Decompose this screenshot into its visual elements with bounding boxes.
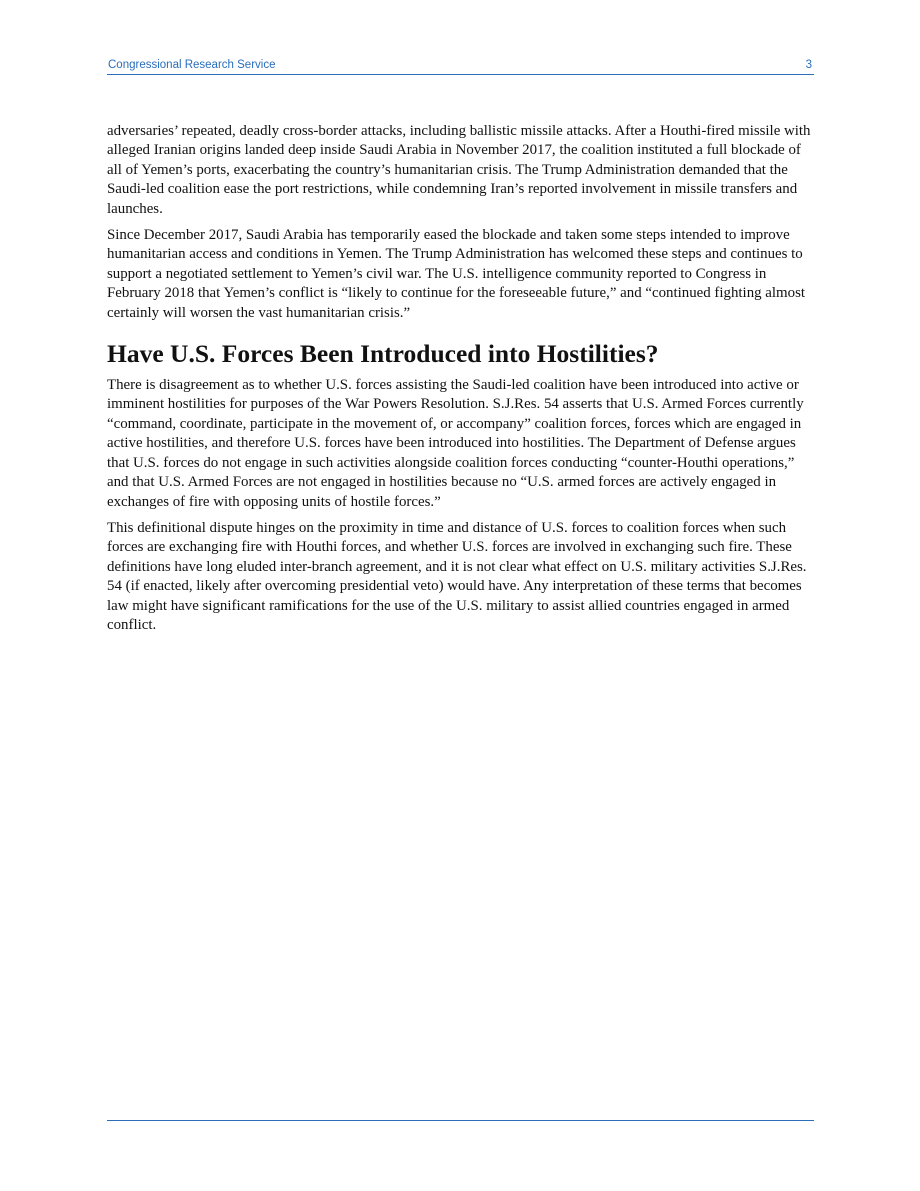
footer-divider xyxy=(107,1120,814,1121)
paragraph-disagreement: There is disagreement as to whether U.S. forces assisting the Saudi-led coalition have been introduced into active or imminent hostilities for purposes of the War Powers Resolution. S.J.Res. 54 asserts that U.S. Armed Forces currently “command, coordinate, participate in the movement of, or accompany” coalition forces, forces which are engaged in active hostilities, and therefore U.S. forces have been introduced into hostilities. The Department of Defense argues that U.S. forces do not engage in such activities alongside coalition forces conducting “counter-Houthi operations,” and that U.S. Armed Forces are not engaged in hostilities because no “U.S. armed forces are actively engaged in exchanges of fire with opposing units of hostile forces.” xyxy=(107,377,804,510)
paragraph-definitional-dispute: This definitional dispute hinges on the proximity in time and distance of U.S. forces to coalition forces when such forces are exchanging fire with Houthi forces, and whether U.S. forces are involved in exchanging such fire. These definitions have long eluded inter-branch agreement, and it is not clear what effect on U.S. military activities S.J.Res. 54 (if enacted, likely after overcoming presidential veto) would have. Any interpretation of these terms that becomes law might have significant ramifications for the use of the U.S. military to assist allied countries engaged in armed conflict. xyxy=(107,519,807,633)
section-heading: Have U.S. Forces Been Introduced into Hostilities? xyxy=(107,339,659,369)
document-body xyxy=(107,122,819,642)
page-number: 3 xyxy=(805,59,812,71)
paragraph-eased-blockade: Since December 2017, Saudi Arabia has temporarily eased the blockade and taken some steps intended to improve humanitarian access and conditions in Yemen. The Trump Administration has welcomed these steps and continues to support a negotiated settlement to Yemen’s civil war. The U.S. intelligence community reported to Congress in February 2018 that Yemen’s conflict is “likely to continue for the foreseeable future,” and “continued fighting almost certainly will worsen the vast humanitarian crisis.” xyxy=(107,227,806,321)
page-header xyxy=(107,58,814,75)
header-source: Congressional Research Service xyxy=(108,59,276,71)
paragraph-blockade: adversaries’ repeated, deadly cross-border attacks, including ballistic missile attacks. After a Houthi-fired missile with alleged Iranian origins landed deep inside Saudi Arabia in November 2017, the coalition instituted a full blockade of all of Yemen’s ports, exacerbating the country’s humanitarian crisis. The Trump Administration demanded that the Saudi-led coalition ease the port restrictions, while condemning Iran’s reported involvement in missile transfers and launches. xyxy=(107,123,811,217)
